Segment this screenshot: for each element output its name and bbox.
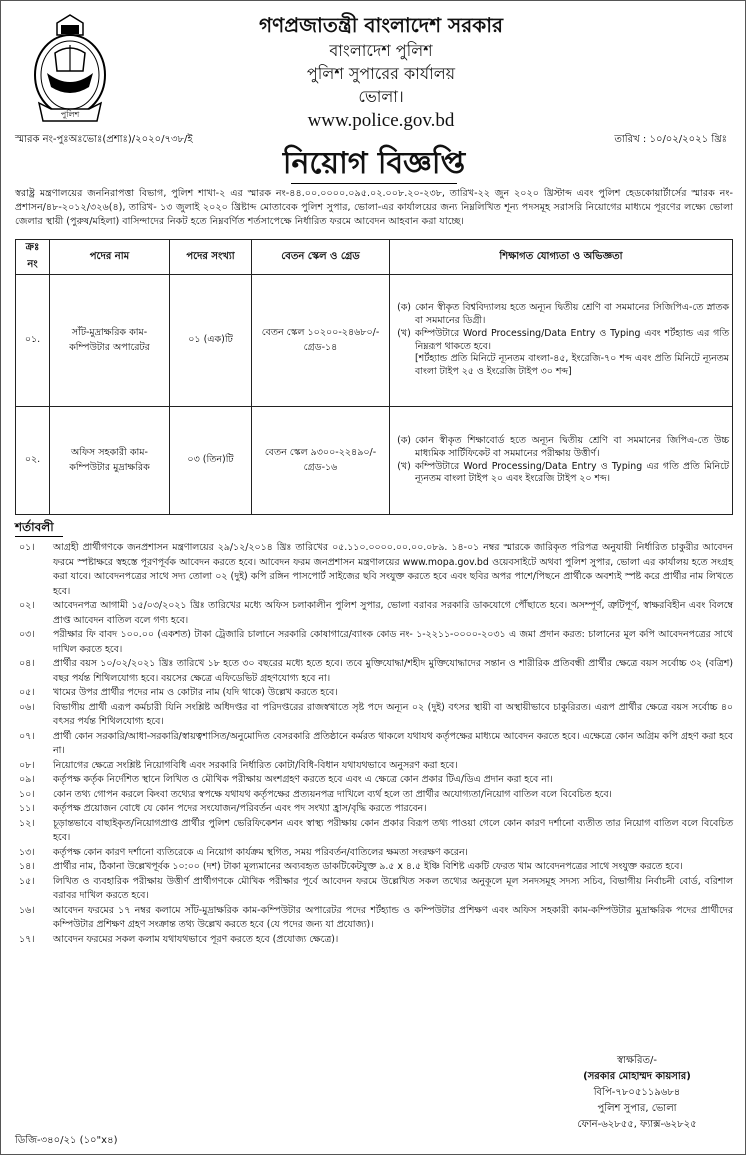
condition-number: ০১। [19,542,35,553]
row-scale: বেতন স্কেল ৯৩০০-২২৪৯০/- গ্রেড-১৬ [252,407,390,515]
condition-text: বিভাগীয় প্রার্থী এরূপ কর্মচারী যিনি সংশ্লিষ্ট অধিদপ্তর বা পরিদপ্তরের রাজস্বখাতে সৃষ্ট পদে অন্যূন ০২ (দুই) বৎসর স্থায়ী বা অস্থায়ীভাবে চাকুরিরত। এরূপ প্রার্থীর ক্ষেত্রে বয়স সর্বোচ্চ ৪০ বৎসর পর্যন্ত শিথিলযোগ্য হবে। [53,701,733,727]
condition-text: প্রার্থী কোন সরকারি/আধা-সরকারি/স্বায়ত্বশাসিত/অনুমোদিত বেসরকারি প্রতিষ্ঠানে কর্মরত থাকলে যথাযথ কর্তৃপক্ষের মাধ্যমে আবেদন করতে হবে। এক্ষেত্রে কোন অগ্রিম কপি গ্রহণ করা হবে না। [53,730,733,756]
row-post: অফিস সহকারী কাম-কম্পিউটার মুদ্রাক্ষরিক [50,407,170,515]
vacancy-table [15,239,733,515]
col-post-name: পদের নাম [50,240,170,275]
condition-text: কোন তথ্য গোপন করলে কিংবা তথ্যের স্বপক্ষে যথাযথ কর্তৃপক্ষের প্রত্যয়নপত্র দাখিলে ব্যর্থ হলে তা প্রার্থীর অযোগ্যতা/নিয়োগ বাতিল বলে বিবেচিত হবে। [53,788,612,800]
memo-number: স্মারক নং-পুঃঅঃভোঃ(প্রশাঃ)/২০২০/৭৩৮/ই [15,134,193,145]
intro-paragraph: স্বরাষ্ট্র মন্ত্রণালয়ের জননিরাপত্তা বিভাগ, পুলিশ শাখা-২ এর স্মারক নং-৪৪.০০.০০০০.০৯৫.০২.০০৮.২০-২৩৮, তারিখ-২২ জুন ২০২০ খ্রিস্টাব্দ এবং পুলিশ হেডকোয়ার্টার্সের স্মারক নং- প্রশাসন/৪৮-২০১২/৩২৬(৪), তারিখ- ১৩ জুলাই ২০২০ খ্রিষ্টাব্দ মোতাবেক পুলিশ সুপার, ভোলা-এর কার্যালয়ের জন্য নিম্নলিখিত শূন্য পদসমূহ সরাসরি নিয়োগের মাধ্যমে পূরণের লক্ষ্যে ভোলা জেলার স্থায়ী (পুরুষ/মহিলা) বাসিন্দাদের নিকট হতে নিম্নবর্ণিত শর্তসাপেক্ষে নির্ধারিত ফরমে আবেদন আহবান করা যাচ্ছে। [15,188,733,228]
row-count: ০৩ (তিন)টি [170,407,252,515]
condition-number: ০৭। [19,730,35,742]
list-item [15,599,733,628]
qual-text: কোন স্বীকৃত শিক্ষাবোর্ড হতে অন্যূন দ্বিতীয় শ্রেণি বা সমমানের জিপিএ-তে উচ্চ মাধ্যমিক সার্টিফিকেট বা সমমানের পরীক্ষায় উত্তীর্ণ। [415,434,729,459]
title-underline [291,183,457,184]
qual-mark: (ক) [397,301,411,313]
signed-label: স্বাক্ষরিত/- [617,1055,657,1066]
list-item [15,846,733,861]
condition-number: ০৩। [19,629,35,640]
list-item [15,628,733,657]
condition-text: আবেদন ফরমের ১৭ নম্বর কলামে সাঁট-মুদ্রাক্ষরিক কাম-কম্পিউটার অপারেটর পদের শর্টহ্যান্ড ও কম্পিউটার প্রশিক্ষণ এবং অফিস সহকারী কাম-কম্পিউটার মুদ্রাক্ষরিক পদের প্রার্থীদের কম্পিউটার প্রশিক্ষণ গ্রহণ সংক্রান্ত তথ্য উল্লেখ করতে হবে (যে পদের জন্য যা প্রযোজ্য)। [53,904,733,930]
list-item [15,933,733,948]
district-name: ভোলা। [358,87,404,106]
dept-name: বাংলাদেশ পুলিশ [329,41,433,60]
letterhead [161,11,601,133]
list-item [15,701,733,730]
condition-text: খামের উপর প্রার্থীর পদের নাম ও কোটার নাম (যদি থাকে) উল্লেখ করতে হবে। [53,687,338,698]
condition-number: ১৪। [19,861,35,872]
conditions-heading: শর্তাবলী [15,520,54,534]
signatory-name: (সরকার মোহাম্মদ কায়সার) [583,1071,691,1082]
list-item [15,686,733,701]
list-item [15,817,733,846]
condition-text: কর্তৃপক্ষ কর্তৃক নির্দেশিত স্থানে লিখিত ও মৌখিক পরীক্ষায় অংশগ্রহণ করতে হবে এবং এ ক্ষেত্রে কোন প্রকার টিএ/ডিএ প্রদান করা হবে না। [53,774,553,785]
condition-number: ১১। [19,803,35,814]
emblem-caption: পুলিশ [60,110,80,119]
condition-number: ০৫। [19,687,35,698]
qual-mark [393,353,415,379]
conditions-underline [15,536,63,537]
row-scale: বেতন স্কেল ১০২০০-২৪৬৮০/- গ্রেড-১৪ [252,275,390,407]
list-item [15,759,733,774]
row-count: ০১ (এক)টি [170,275,252,407]
col-serial: ক্রঃ নং [16,240,50,275]
col-pay-scale: বেতন স্কেল ও গ্রেড [252,240,390,275]
conditions-list [15,541,733,947]
condition-number: ১৫। [19,875,35,887]
list-item [15,730,733,759]
row-qualification [390,275,733,407]
office-name: পুলিশ সুপারের কার্যালয় [306,64,456,83]
condition-number: ০৮। [19,759,35,771]
condition-number: ১৩। [19,846,35,858]
qual-mark: (খ) [397,327,411,339]
qual-text: কম্পিউটারে Word Processing/Data Entry ও Typing এবং শর্টহ্যান্ড এর গতি নিম্নরূপ থাকতে হবে। [415,327,729,352]
list-item [15,773,733,788]
row-qualification [390,407,733,515]
condition-number: ১৭। [19,933,35,945]
list-item [15,541,733,599]
row-post: সাঁট-মুদ্রাক্ষরিক কাম-কম্পিউটার অপারেটর [50,275,170,407]
condition-number: ০৯। [19,774,35,785]
police-emblem-logo [31,13,109,131]
condition-number: ০৬। [19,701,35,713]
list-item [15,802,733,817]
col-post-count: পদের সংখ্যা [170,240,252,275]
condition-text: আবেদনপত্র আগামী ১৫/০৩/২০২১ খ্রিঃ তারিখের মধ্যে অফিস চলাকালীন পুলিশ সুপার, ভোলা বরাবর সরকারি ডাকযোগে পৌঁছাতে হবে। অসম্পূর্ণ, ত্রুটিপূর্ণ, স্বাক্ষরবিহীন এবং বিলম্বে প্রাপ্ত আবেদন বাতিল বলে গণ্য হবে। [53,600,733,626]
condition-text: নিয়োগের ক্ষেত্রে সংশ্লিষ্ট নিয়োগবিধি এবং সরকারি নির্ধারিত কোটা/বিধি-বিধান যথাযথভাবে অনুসরণ করা হবে। [53,759,458,771]
signatory-bp: বিপি-৭৮০৫১১৯৬৮৪ [593,1087,681,1098]
condition-number: ০৪। [19,658,35,669]
condition-text: আবেদন ফরমের সকল কলাম যথাযথভাবে পূরণ করতে হবে (প্রযোজ্য ক্ষেত্রে)। [53,933,339,945]
notice-date: তারিখ : ১০/০২/২০২১ খ্রিঃ [614,134,727,145]
list-item [15,904,733,933]
notice-title: নিয়োগ বিজ্ঞপ্তি [282,146,466,181]
table-row [16,275,733,407]
condition-text: কর্তৃপক্ষ প্রয়োজন বোধে যে কোন পদের সংযোজন/পরিবর্তন এবং পদ সংখ্যা হ্রাস/বৃদ্ধি করতে পারবেন। [53,803,427,814]
condition-text: লিখিত ও ব্যবহারিক পরীক্ষায় উত্তীর্ণ প্রার্থীগণকে মৌখিক পরীক্ষার পূর্বে আবেদন ফরমে উল্লেখিত সকল তথ্যের অনুকূলে মূল সনদসমূহ সদস্য সচিব, বিভাগীয় নির্বাচনী বোর্ড, বরিশাল বরাবর দাখিল করতে হবে। [53,875,733,901]
qual-text: [শর্টহ্যান্ড প্রতি মিনিটে ন্যূনতম বাংলা-৪৫, ইংরেজি-৭০ শব্দ এবং প্রতি মিনিটে ন্যূনতম বাংলা টাইপ ২৫ ও ইংরেজি টাইপ ৩০ শব্দ] [415,353,729,378]
govt-title: গণপ্রজাতন্ত্রী বাংলাদেশ সরকার [259,13,503,37]
condition-text: চূড়ান্তভাবে বাছাইকৃত/নিয়োগপ্রাপ্ত প্রার্থীর পুলিশ ভেরিফিকেশন এবং স্বাস্থ্য পরীক্ষায় কোন প্রকার বিরূপ তথ্য পাওয়া গেলে কোন কারণ দর্শানো ব্যতীত তার নিয়োগ বাতিল বলে বিবেচিত হবে। [53,817,733,843]
list-item [15,788,733,803]
table-header-row [16,240,733,275]
row-serial: ০১. [16,275,50,407]
qual-mark: (খ) [397,460,411,472]
qual-mark: (ক) [397,434,411,446]
signatory-designation: পুলিশ সুপার, ভোলা [597,1103,677,1114]
condition-text: আগ্রহী প্রার্থীগণকে জনপ্রশাসন মন্ত্রণালয়ের ২৯/১২/২০১৪ খ্রিঃ তারিখের ০৫.১১০.০০০০.০০.০০.০৮৯. ১৪-০১ নম্বর স্মারকে জারিকৃত পরিপত্র অনুযায়ী নির্ধারিত চাকুরীর আবেদন ফরমে স্পষ্টাক্ষরে স্বহস্তে পূরণপূর্বক আবেদন করতে হবে। আবেদন ফরম জনপ্রশাসন মন্ত্রণালয়ের www.mopa.gov.bd ওয়েবসাইটে অথবা পুলিশ সুপার, ভোলা এর কার্যালয় হতে সংগ্রহ করা যাবে। আবেদনপত্রের সাথে সদ্য তোলা ০২ (দুই) কপি রঙ্গিন পাসপোর্ট সাইজের ছবি সংযুক্ত করতে হবে এবং ছবির অপর পাশে/পিছনে প্রার্থীকে অবশ্যই স্পষ্ট করে প্রার্থীর নাম লিখতে হবে। [53,542,733,597]
contact-numbers: ফোন-৬২৮৫৫, ফ্যাক্স-৬২৮২৫ [577,1119,697,1130]
qual-text: কোন স্বীকৃত বিশ্ববিদ্যালয় হতে অন্যূন দ্বিতীয় শ্রেণি বা সমমানের সিজিপিএ-তে স্নাতক বা সমমানের ডিগ্রী। [415,301,729,326]
list-item [15,657,733,686]
condition-text: প্রার্থীর নাম, ঠিকানা উল্লেখপূর্বক ১০:০০ (দশ) টাকা মূল্যমানের অব্যবহৃত ডাকটিকেটযুক্ত ৯.৫ x ৪.৫ ইঞ্চি বিশিষ্ট একটি ফেরত খাম আবেদনপত্রের সাথে সংযুক্ত করতে হবে। [53,861,683,872]
print-reference: ডিজি-৩৪০/২১ (১০"x৪) [15,1135,118,1146]
row-serial: ০২. [16,407,50,515]
website-link[interactable]: www.police.gov.bd [307,110,455,131]
qual-text: কম্পিউটারে Word Processing/Data Entry ও Typing এর গতি প্রতি মিনিটে ন্যূনতম বাংলা টাইপ ২০ এবং ইংরেজি টাইপ ২০ শব্দ। [415,460,729,485]
condition-number: ১০। [19,788,35,800]
condition-number: ১৬। [19,904,35,916]
list-item [15,875,733,904]
condition-text: কর্তৃপক্ষ কোন কারণ দর্শানো ব্যতিরেকে এ নিয়োগ কার্যক্রম স্থগিত, সময় পরিবর্তন/বাতিলের ক্ষমতা সংরক্ষণ করেন। [53,846,468,858]
table-row [16,407,733,515]
condition-number: ০২। [19,600,35,611]
condition-text: প্রার্থীর বয়স ১০/০২/২০২১ খ্রিঃ তারিখে ১৮ হতে ৩০ বছরের মধ্যে হতে হবে। তবে মুক্তিযোদ্ধা/শহীদ মুক্তিযোদ্ধাদের সন্তান ও শারীরিক প্রতিবন্ধী প্রার্থীর ক্ষেত্রে বয়স সর্বোচ্চ ৩২ (বত্রিশ) বছর পর্যন্ত শিথিলযোগ্য হবে। বয়সের ক্ষেত্রে এফিডেভিট গ্রহণযোগ্য হবে না। [53,658,733,684]
condition-text: পরীক্ষার ফি বাবদ ১০০.০০ (একশত) টাকা ট্রেজারি চালানে সরকারি কোষাগারে/ব্যাংক কোড নং- ১-২২১১-০০০০-২০৩১ এ জমা প্রদান করত: চালানের মূল কপি আবেদনপত্রের সাথে দাখিল করতে হবে। [53,629,733,655]
condition-number: ১২। [19,817,35,829]
col-qualification: শিক্ষাগত যোগ্যতা ও অভিজ্ঞতা [390,240,733,275]
list-item [15,860,733,875]
signature-block [547,1053,727,1133]
